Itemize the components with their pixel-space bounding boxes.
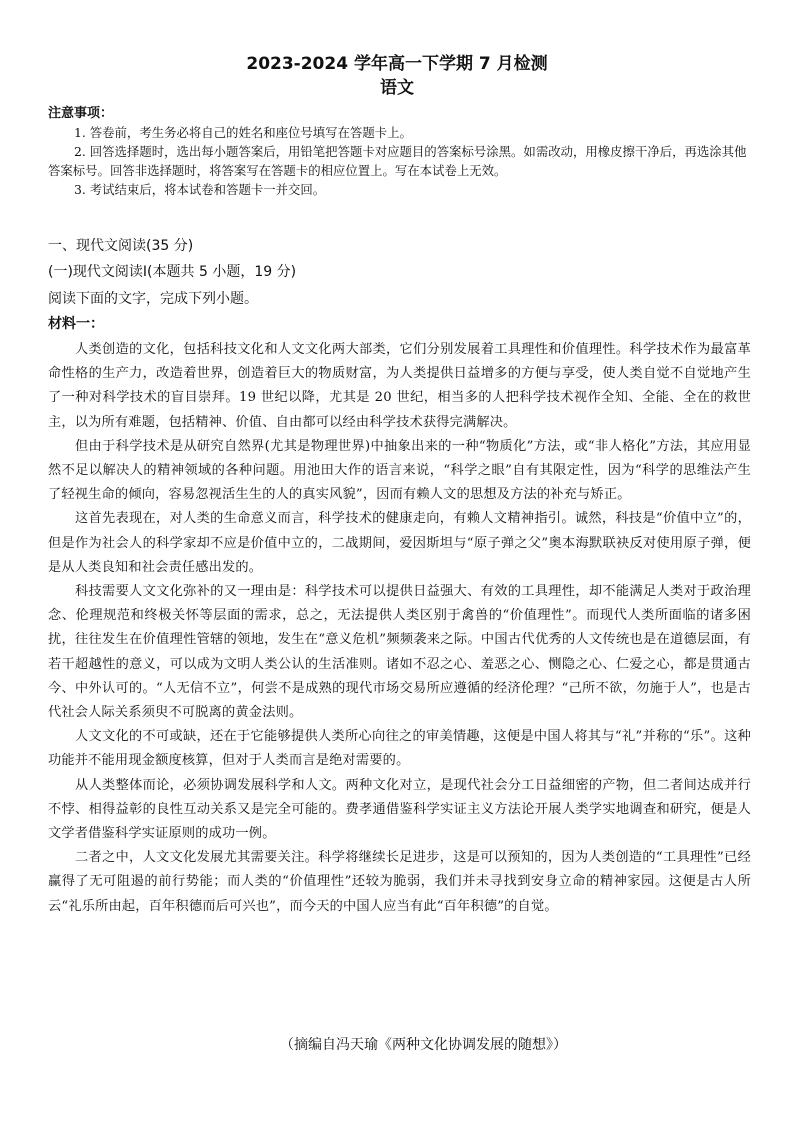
passage-paragraph: 这首先表现在，对人类的生命意义而言，科学技术的健康走向，有赖人文精神指引。诚然，科技是“价值中立”的，但是作为社会人的科学家却不应是价值中立的，二战期间，爱因斯坦与“原子弹之父”奥本海默联袂反对使用原子弹，便是从人类良知和社会责任感出发的。 (48, 511, 751, 575)
exam-title: 2023-2024 学年高一下学期 7 月检测 (246, 54, 548, 74)
notice-heading: 注意事项： (48, 106, 114, 121)
exam-subject: 语文 (380, 78, 414, 98)
passage-paragraph: 但由于科学技术是从研究自然界(尤其是物理世界)中抽象出来的一种“物质化”方法，或“非人格化”方法，其应用显然不足以解决人的精神领域的各种问题。用池田大作的语言来说，“科学之眼”自有其限定性，因为“科学的思维法产生了轻视生命的倾向，容易忽视活生生的人的真实风貌”，因而有赖人文的思想及方法的补充与矫正。 (48, 438, 751, 503)
passage-source: （摘编自冯天瑜《两种文化协调发展的随想》） (280, 1037, 567, 1053)
notice-block (48, 104, 748, 199)
reading-instruction: 阅读下面的文字，完成下列小题。 (48, 291, 258, 307)
passage-paragraph: 从人类整体而论，必须协调发展科学和人文。两种文化对立，是现代社会分工日益细密的产物，但二者间达成并行不悖、相得益彰的良性互动关系又是完全可能的。费孝通借鉴科学实证主义方法论开展人类学实地调查和研究，便是人文学者借鉴科学实证原则的成功一例。 (48, 777, 751, 842)
passage-paragraph: 科技需要人文文化弥补的又一理由是：科学技术可以提供日益强大、有效的工具理性，却不能满足人类对于政治理念、伦理规范和终极关怀等层面的需求，总之，无法提供人类区别于禽兽的“价值理性”。而现代人类所面临的诸多困扰，往往发生在价值理性管辖的领地，发生在“意义危机”频频袭来之际。中国古代优秀的人文传统也是在道德层面，有若干超越性的意义，可以成为文明人类公认的生活准则。诸如不忍之心、羞恶之心、恻隐之心、仁爱之心，都是贯通古今、中外认可的。“人无信不立”，何尝不是成熟的现代市场交易所应遵循的经济伦理？“己所不欲，勿施于人”，也是古代社会人际关系须臾不可脱离的黄金法则。 (48, 584, 751, 721)
notice-item-2: 2. 回答选择题时，选出每小题答案后，用铅笔把答题卡对应题目的答案标号涂黑。如需改动，用橡皮擦干净后，再选涂其他答案标号。回答非选择题时，将答案写在答题卡的相应位置上。写在本试卷上无效。 (48, 144, 747, 178)
passage-paragraph: 二者之中，人文文化发展尤其需要关注。科学将继续长足进步，这是可以预知的，因为人类创造的“工具理性”已经赢得了无可阻遏的前行势能；而人类的“价值理性”还较为脆弱，我们并未寻找到安身立命的精神家园。这便是古人所云“礼乐所由起，百年积德而后可兴也”，而今天的中国人应当有此“百年积德”的自觉。 (48, 850, 751, 914)
material-label: 材料一： (48, 316, 104, 332)
subsection-heading: (一)现代文阅读Ⅰ(本题共 5 小题，19 分) (48, 264, 297, 280)
passage-paragraph: 人类创造的文化，包括科技文化和人文文化两大部类，它们分别发展着工具理性和价值理性。科学技术作为最富革命性格的生产力，改造着世界，创造着巨大的物质财富，为人类提供日益增多的方便与享受，使人类自觉不自觉地产生了一种对科学技术的盲目崇拜。19 世纪以降，尤其是 20 世纪，相当多的人把科学技术视作全知、全能、全在的救世主，以为所有难题，包括精神、价值、自由都可以经由科学技术获得完满解决。 (48, 342, 751, 430)
passage (48, 338, 751, 919)
notice-item-3: 3. 考试结束后，将本试卷和答题卡一并交回。 (74, 182, 326, 197)
section-heading: 一、现代文阅读(35 分) (48, 238, 194, 254)
notice-item-1: 1. 答卷前，考生务必将自己的姓名和座位号填写在答题卡上。 (74, 125, 412, 140)
passage-paragraph: 人文文化的不可或缺，还在于它能够提供人类所心向往之的审美情趣，这便是中国人将其与“礼”并称的“乐”。这种功能并不能用现金额度核算，但对于人类而言是绝对需要的。 (48, 729, 751, 769)
